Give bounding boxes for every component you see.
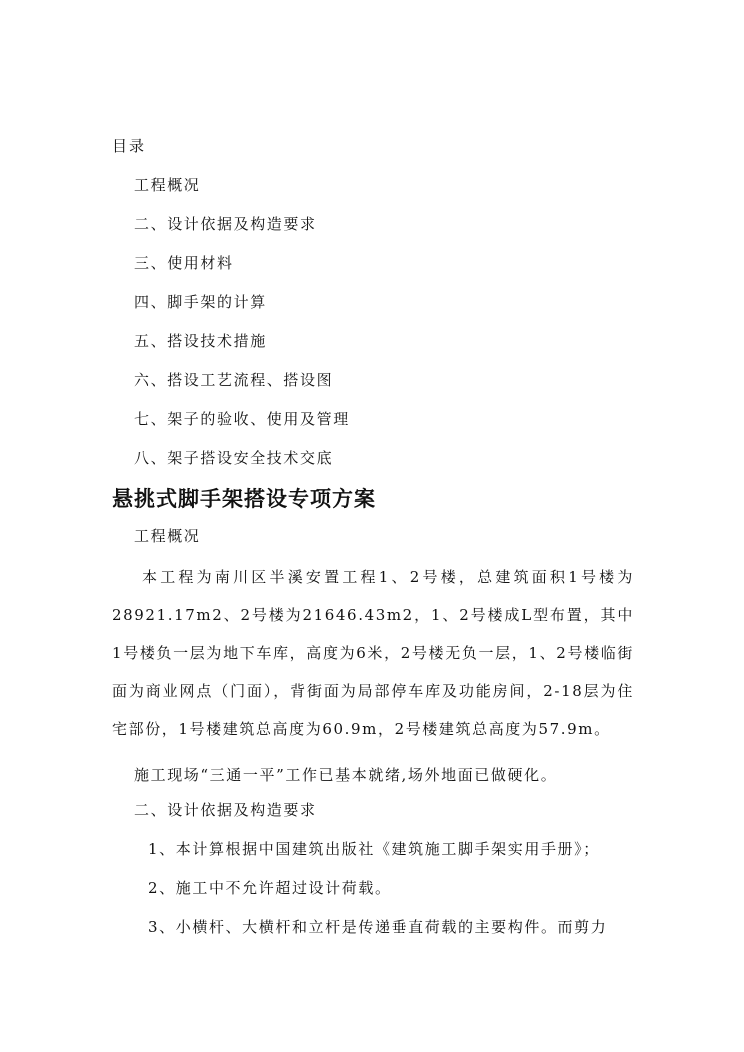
list-item: 3、小横杆、大横杆和立杆是传递垂直荷载的主要构件。而剪力 — [148, 918, 608, 936]
toc-item: 五、搭设技术措施 — [134, 332, 267, 350]
section-title: 二、设计依据及构造要求 — [134, 801, 317, 819]
toc-title: 目录 — [112, 137, 147, 155]
toc-item: 工程概况 — [134, 176, 201, 194]
section-title: 工程概况 — [134, 527, 201, 545]
list-item: 2、施工中不允许超过设计荷载。 — [148, 879, 392, 897]
document-heading: 悬挑式脚手架搭设专项方案 — [112, 487, 376, 511]
project-overview-paragraph: 本工程为南川区半溪安置工程1、2号楼，总建筑面积1号楼为28921.17m2、2号楼为21646.43m2，1、2号楼成L型布置，其中1号楼负一层为地下车库，高度为6米，2号楼无负一层，1、2号楼临街面为商业网点（门面），背街面为局部停车库及功能房间，2-18层为住宅部份，1号楼建筑总高度为60.9m，2号楼建筑总高度为57.9m。 — [112, 568, 634, 738]
toc-item: 四、脚手架的计算 — [134, 293, 267, 311]
list-item: 1、本计算根据中国建筑出版社《建筑施工脚手架实用手册》； — [148, 840, 600, 858]
toc-item: 八、架子搭设安全技术交底 — [134, 449, 334, 467]
toc-item: 六、搭设工艺流程、搭设图 — [134, 371, 334, 389]
toc-item: 七、架子的验收、使用及管理 — [134, 410, 350, 428]
toc-item: 二、设计依据及构造要求 — [134, 215, 317, 233]
toc-item: 三、使用材料 — [134, 254, 234, 272]
site-status-paragraph: 施工现场“三通一平”工作已基本就绪,场外地面已做硬化。 — [134, 766, 558, 784]
